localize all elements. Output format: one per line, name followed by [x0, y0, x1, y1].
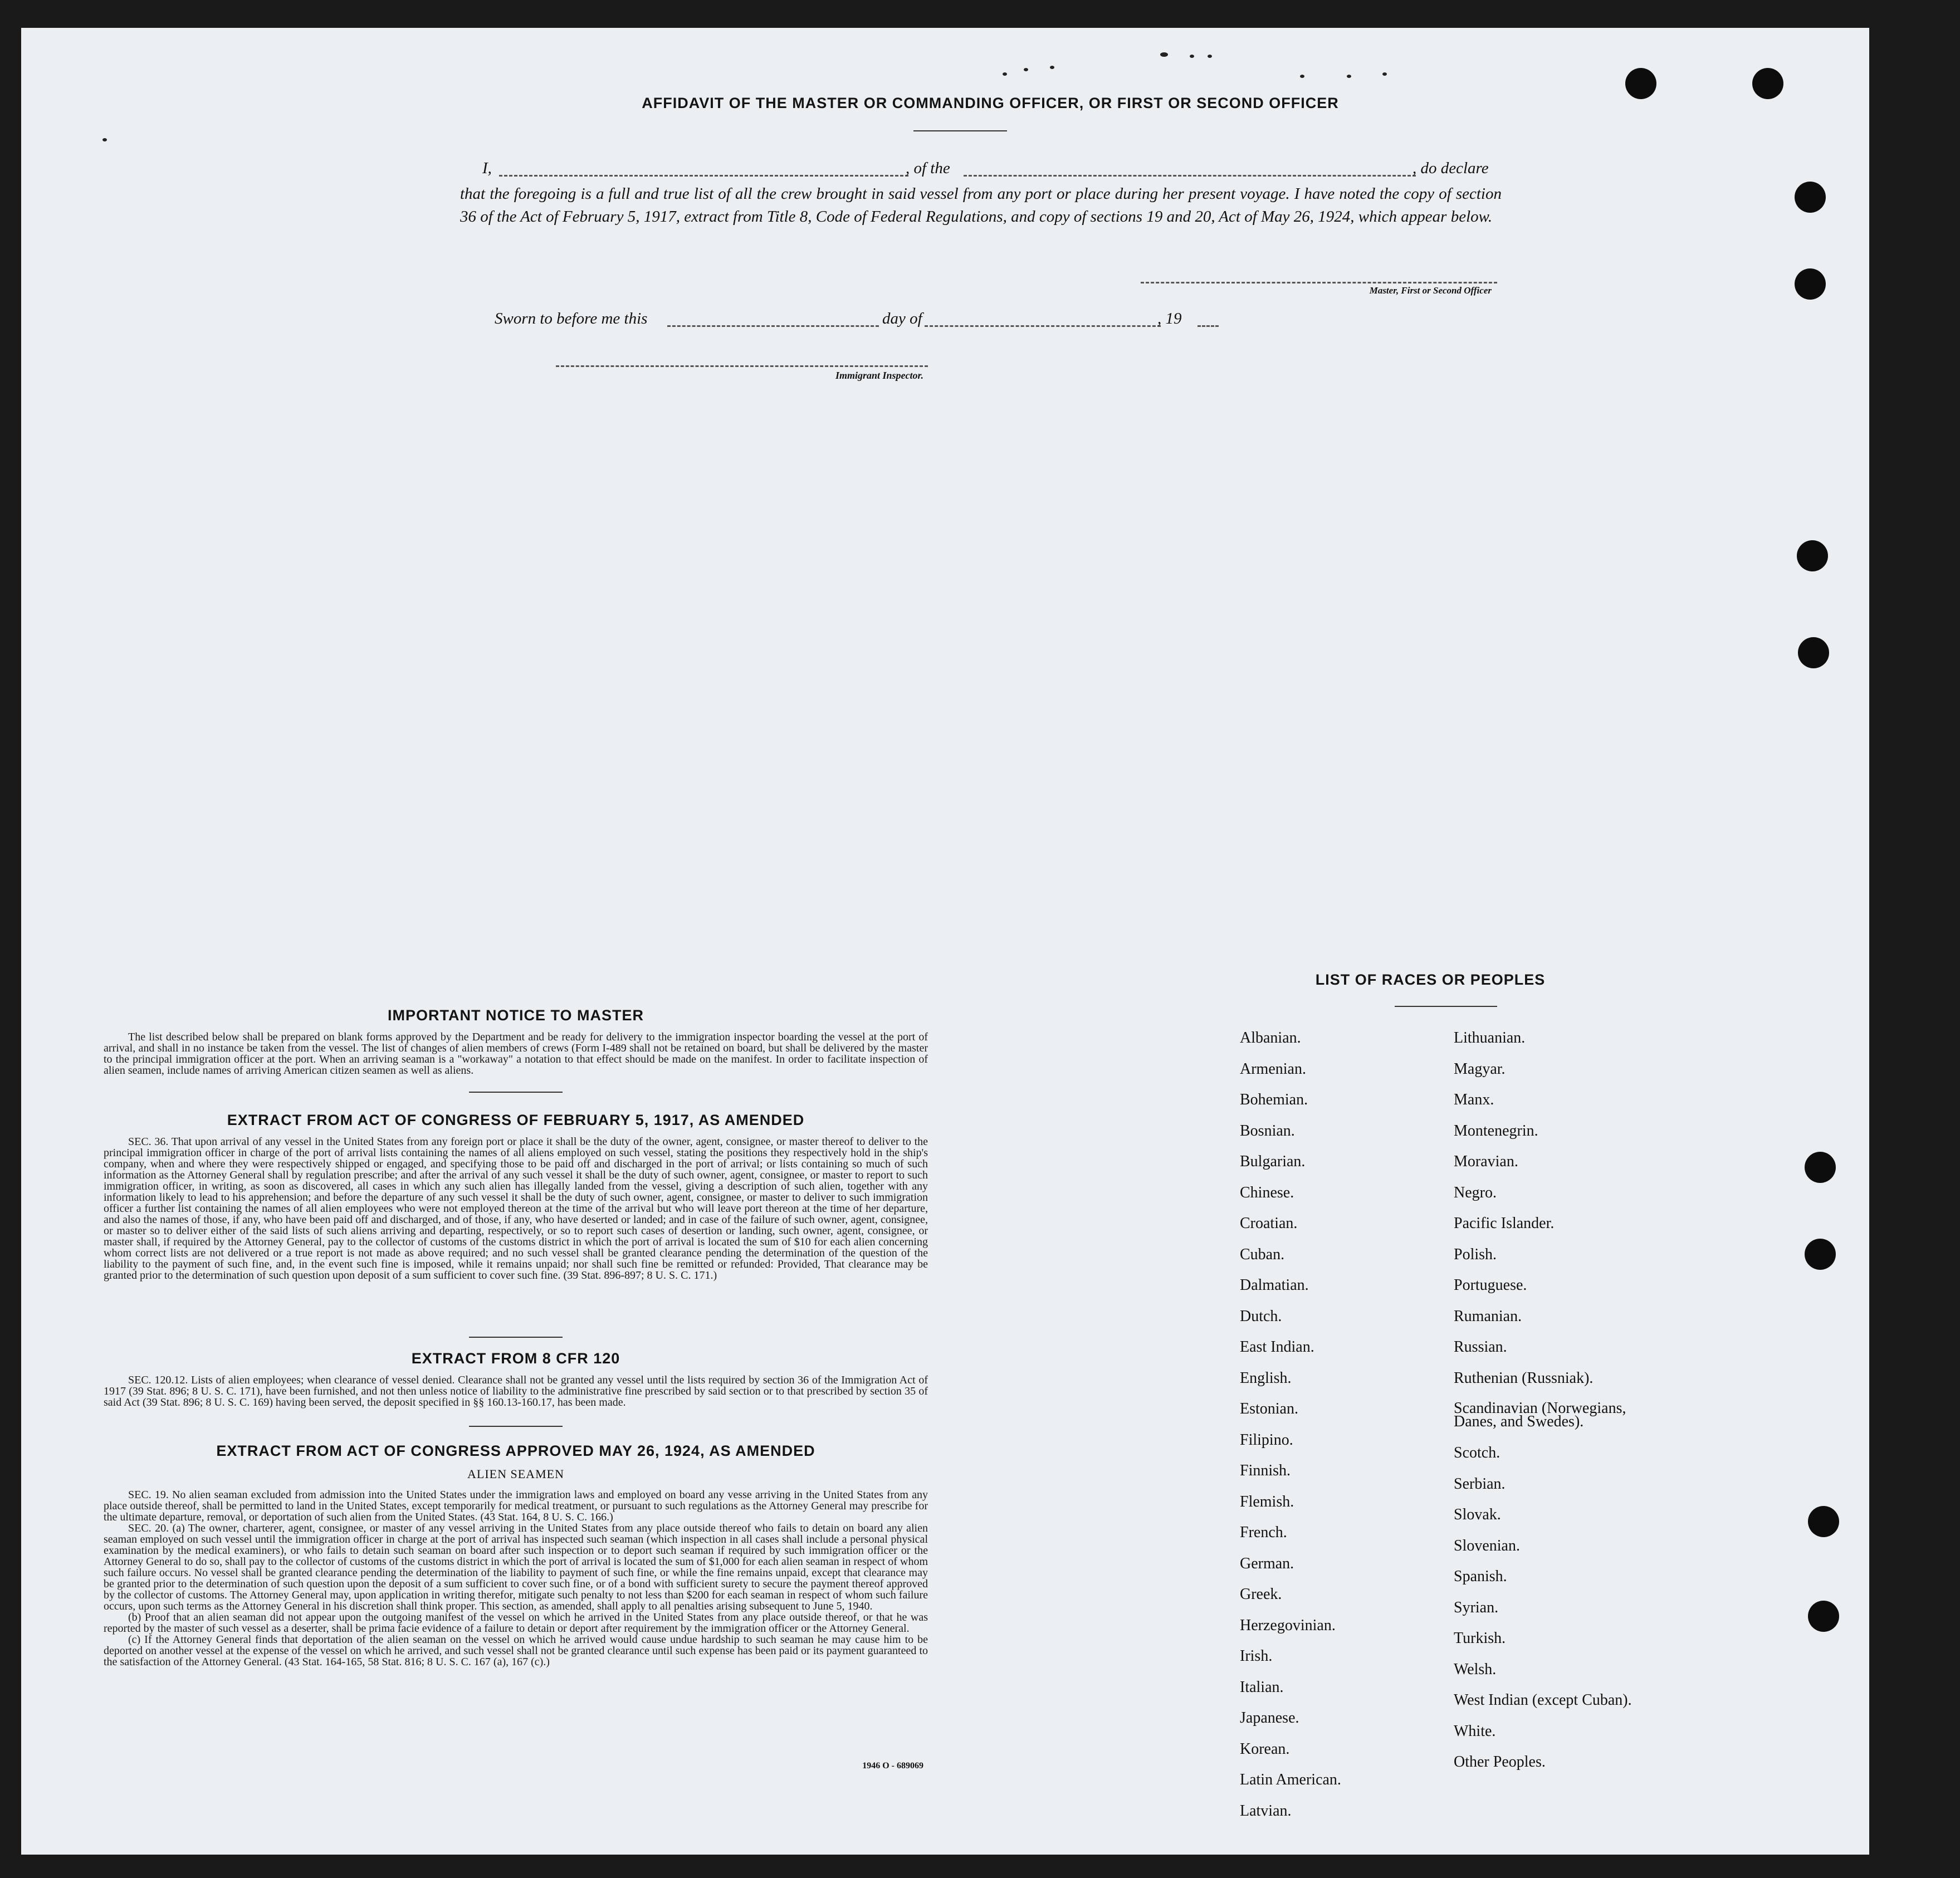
extract-cfr-text: SEC. 120.12. Lists of alien employees; when clearance of vessel denied. Clearance shall not be granted any vessel until the lists required by section 36 of the Immigration Act of 1917 (39 Stat. 896; 8 U. S. C. 171), have been furnished, and not then unless notice of liability to the administrative fine prescribed by said section or to that prescribed by section 35 of said Act (39 Stat. 896; 8 U. S. C. 169) having been served, the deposit specified in §§ 160.13-160.17, has been made.: [104, 1374, 928, 1408]
race-item: Armenian.: [1240, 1060, 1306, 1078]
race-item: Rumanian.: [1454, 1307, 1522, 1325]
race-item: Irish.: [1240, 1647, 1273, 1665]
extract-1917-text: SEC. 36. That upon arrival of any vessel in the United States from any foreign port or place it shall be the duty of the owner, agent, consignee, or master thereof to deliver to the principal immigration officer in charge of the port of arrival lists containing the names of all aliens employed on such vessel, stating the positions they respectively hold in the ship's company, when and where they were respectively shipped or engaged, and specifying those to be paid off and discharged in the port of arrival; or lists containing so much of such information as the Attorney General shall by regulation prescribe; and after the arrival of any such vessel it shall be the duty of such owner, agent, consignee, or master to report to such immigration officer, in writing, as soon as discovered, all cases in which any such alien has illegally landed from the vessel, giving a description of such alien, together with any information likely to lead to his apprehension; and before the departure of any such vessel it shall be the duty of such owner, agent, consignee, or master to deliver to such immigration officer a further list containing the names of all alien employees who were not employed thereon at the time of the arrival but who will leave port thereon at the time of her departure, and also the names of those, if any, who have been paid off and discharged, and of those, if any, who have deserted or landed; and in case of the failure of such owner, agent, consignee, or master so to deliver either of the said lists of such aliens arriving and departing, respectively, or so to report such cases of desertion or landing, such owner, agent, consignee, or master shall, if required by the Attorney General, pay to the collector of customs of the customs district in which the port of arrival is located the sum of $10 for each alien concerning whom correct lists are not delivered or a true report is not made as above required; and no such vessel shall be granted clearance pending the determination of the question of the liability to the payment of such fine, and, in the event such fine is imposed, while it remains unpaid; nor shall such fine be remitted or refunded: Provided, That clearance may be granted prior to the determination of such question upon deposit of a sum sufficient to cover such fine. (39 Stat. 896-897; 8 U. S. C. 171.): [104, 1136, 928, 1282]
sworn-label: Sworn to before me this: [495, 310, 648, 327]
punch-hole: [1795, 268, 1826, 300]
punch-hole: [1797, 540, 1828, 571]
master-signature-field[interactable]: [1141, 282, 1497, 283]
scan-speck: [102, 138, 107, 141]
race-item: German.: [1240, 1554, 1294, 1572]
punch-hole: [1752, 68, 1783, 99]
race-item: Montenegrin.: [1454, 1122, 1538, 1139]
race-item: White.: [1454, 1722, 1496, 1740]
notice-title: IMPORTANT NOTICE TO MASTER: [388, 1007, 644, 1024]
race-item: Estonian.: [1240, 1400, 1298, 1417]
race-item: Croatian.: [1240, 1215, 1298, 1232]
race-item: Bosnian.: [1240, 1122, 1295, 1139]
race-item: Slovak.: [1454, 1506, 1501, 1523]
race-item: Albanian.: [1240, 1029, 1301, 1046]
race-item: Negro.: [1454, 1183, 1497, 1201]
extract-1924-title: EXTRACT FROM ACT OF CONGRESS APPROVED MAY 26, 1924, AS AMENDED: [216, 1442, 815, 1459]
sworn-day-field[interactable]: [667, 325, 879, 327]
race-item: Finnish.: [1240, 1462, 1291, 1479]
race-item: West Indian (except Cuban).: [1454, 1691, 1632, 1709]
scan-speck: [1024, 68, 1028, 71]
race-item: Chinese.: [1240, 1183, 1294, 1201]
race-item: Italian.: [1240, 1678, 1284, 1696]
day-of-label: day of: [882, 310, 922, 327]
race-item: Serbian.: [1454, 1475, 1506, 1493]
race-item: Flemish.: [1240, 1493, 1294, 1510]
race-item: Welsh.: [1454, 1660, 1497, 1678]
race-item: Bulgarian.: [1240, 1153, 1306, 1170]
races-column-1: [1240, 1023, 1451, 1826]
race-item: Other Peoples.: [1454, 1753, 1546, 1771]
race-item: Ruthenian (Russniak).: [1454, 1369, 1594, 1387]
inspector-label: Immigrant Inspector.: [835, 370, 923, 381]
notice-text: The list described below shall be prepared on blank forms approved by the Department and be ready for delivery to the immigration inspector boarding the vessel at the port of arrival, and shall in no instance be taken from the vessel. The list of changes of alien members of crews (Form I-489 shall not be retained on board, but shall be delivered by the master to the principal immigration officer at the port. When an arriving seaman is a "workaway" a notation to that effect should be made on the manifest. In order to facilitate inspection of alien seamen, include names of arriving American citizen seamen as well as aliens.: [104, 1031, 928, 1077]
race-item: Lithuanian.: [1454, 1029, 1526, 1046]
affidavit-title: AFFIDAVIT OF THE MASTER OR COMMANDING OFFICER, OR FIRST OR SECOND OFFICER: [642, 95, 1339, 111]
scan-speck: [1003, 72, 1007, 76]
race-item: Latin American.: [1240, 1771, 1341, 1788]
scan-speck: [1382, 72, 1387, 76]
declarant-name-field[interactable]: [499, 175, 908, 177]
race-item: Russian.: [1454, 1338, 1507, 1356]
race-item: Latvian.: [1240, 1802, 1292, 1820]
scan-speck: [1347, 75, 1351, 78]
punch-hole: [1795, 182, 1826, 213]
race-item: Pacific Islander.: [1454, 1215, 1555, 1232]
punch-hole: [1808, 1506, 1839, 1537]
extract-1924-subtitle: ALIEN SEAMEN: [467, 1467, 564, 1481]
race-item: Slovenian.: [1454, 1537, 1520, 1554]
punch-hole: [1798, 637, 1829, 668]
races-title-rule: [1395, 1006, 1497, 1007]
race-item: Moravian.: [1454, 1153, 1518, 1170]
declare-label: , do declare: [1412, 159, 1489, 177]
vessel-label: , of the: [906, 159, 950, 177]
sworn-year-field[interactable]: [1197, 325, 1219, 327]
print-code: 1946 O - 689069: [862, 1761, 923, 1771]
race-item: Dalmatian.: [1240, 1277, 1309, 1294]
extract-1917-title: EXTRACT FROM ACT OF CONGRESS OF FEBRUARY 5, 1917, AS AMENDED: [227, 1112, 805, 1128]
year-prefix-label: , 19: [1157, 310, 1182, 327]
punch-hole: [1805, 1239, 1836, 1270]
race-item: Japanese.: [1240, 1709, 1299, 1727]
sec20a-text: SEC. 20. (a) The owner, charterer, agent, consignee, or master of any vessel arriving in the United States from any place outside thereof who fails to detain on board any alien seaman employed on such vessel until the immigration officer in charge at the port of arrival has inspected such seaman (which inspection in all cases shall include a personal physical examination by the medical examiners), or who fails to detain such seaman on board after such inspection or to deport such seaman if required by such immigration officer or the Attorney General to do so, shall pay to the collector of customs of the customs district in which the port of arrival is located the sum of $1,000 for each alien seaman in respect of whom such failure occurs. No vessel shall be granted clearance pending the determination of the liability to payment of such fine, or while the fine remains unpaid, except that clearance may be granted prior to the determination of such question upon the deposit of a sum sufficient to cover such fine, or of a bond with sufficient surety to secure the payment thereof approved by the collector of customs. The Attorney General may, upon application in writing therefor, mitigate such penalty to not less than $200 for each seaman in respect of whom such failure occurs, upon such terms as the Attorney General in his discretion shall think proper. This section, as amended, shall apply to all penalties arising subsequent to June 5, 1940.: [104, 1522, 928, 1612]
form-page: [21, 28, 1869, 1855]
race-item: Herzegovinian.: [1240, 1616, 1336, 1634]
race-item: Syrian.: [1454, 1598, 1499, 1616]
race-item: Polish.: [1454, 1245, 1497, 1263]
section-rule: [469, 1426, 563, 1427]
race-item: Filipino.: [1240, 1431, 1293, 1449]
sec19-text: SEC. 19. No alien seaman excluded from admission into the United States under the immigration laws and employed on board any vesse arriving in the United States from any place outside thereof, shall be permitted to land in the United States, except temporarily for medical treatment, or pursuant to such regulations as the Attorney General may prescribe for the ultimate departure, removal, or deportation of such alien from the United States. (43 Stat. 164, 8 U. S. C. 166.): [104, 1489, 928, 1523]
races-title: LIST OF RACES OR PEOPLES: [1315, 971, 1546, 988]
scan-speck: [1160, 52, 1168, 57]
title-rule: [913, 130, 1007, 131]
sec20c-text: (c) If the Attorney General finds that deportation of the alien seaman on the vessel on which he arrived would cause undue hardship to such seaman he may cause him to be deported on another vessel at the expense of the vessel on which he arrived, and such vessel shall not be granted clearance until such expense has been paid or its payment guaranteed to the satisfaction of the Attorney General. (43 Stat. 164-165, 58 Stat. 816; 8 U. S. C. 167 (a), 167 (c).): [104, 1634, 928, 1668]
punch-hole: [1625, 68, 1656, 99]
master-signature-label: Master, First or Second Officer: [1369, 285, 1492, 296]
race-item: Korean.: [1240, 1740, 1290, 1758]
race-item: English.: [1240, 1369, 1292, 1387]
punch-hole: [1808, 1601, 1839, 1632]
races-column-2: [1454, 1023, 1732, 1778]
section-rule: [469, 1092, 563, 1093]
section-rule: [469, 1337, 563, 1338]
race-item: Cuban.: [1240, 1245, 1285, 1263]
race-item: Manx.: [1454, 1091, 1494, 1108]
extract-cfr-title: EXTRACT FROM 8 CFR 120: [411, 1350, 620, 1367]
race-item: Greek.: [1240, 1586, 1282, 1603]
race-item: Portuguese.: [1454, 1277, 1527, 1294]
race-item: Dutch.: [1240, 1307, 1282, 1325]
scan-speck: [1300, 75, 1304, 78]
sec20b-text: (b) Proof that an alien seaman did not appear upon the outgoing manifest of the vessel on which he arrived in the United States from any place outside thereof, or that he was reported by the master of such vessel as a deserter, shall be prima facie evidence of a failure to detain or deport after requirement by the immigration officer or the Attorney General.: [104, 1611, 928, 1635]
extract-1924-body: [104, 1489, 928, 1667]
scan-speck: [1208, 55, 1212, 58]
scan-speck: [1190, 55, 1194, 58]
race-item: Scandinavian (Norwegians, Danes, and Swedes).: [1454, 1400, 1626, 1430]
declarant-label: I,: [482, 159, 492, 177]
affidavit-body: that the foregoing is a full and true list of all the crew brought in said vessel from any port or place during her present voyage. I have noted the copy of section 36 of the Act of February 5, 1917, extract from Title 8, Code of Federal Regulations, and copy of sections 19 and 20, Act of May 26, 1924, which appear below.: [460, 185, 1502, 226]
race-item: Magyar.: [1454, 1060, 1506, 1078]
scan-speck: [1050, 66, 1054, 69]
race-item: Turkish.: [1454, 1630, 1506, 1647]
race-item: French.: [1240, 1524, 1287, 1541]
race-item: Scotch.: [1454, 1444, 1500, 1461]
race-item: Bohemian.: [1240, 1091, 1308, 1108]
inspector-signature-field[interactable]: [556, 365, 928, 367]
punch-hole: [1805, 1152, 1836, 1183]
sworn-month-field[interactable]: [925, 325, 1161, 327]
vessel-name-field[interactable]: [964, 175, 1416, 177]
race-item: East Indian.: [1240, 1338, 1314, 1356]
race-item: Spanish.: [1454, 1568, 1507, 1585]
